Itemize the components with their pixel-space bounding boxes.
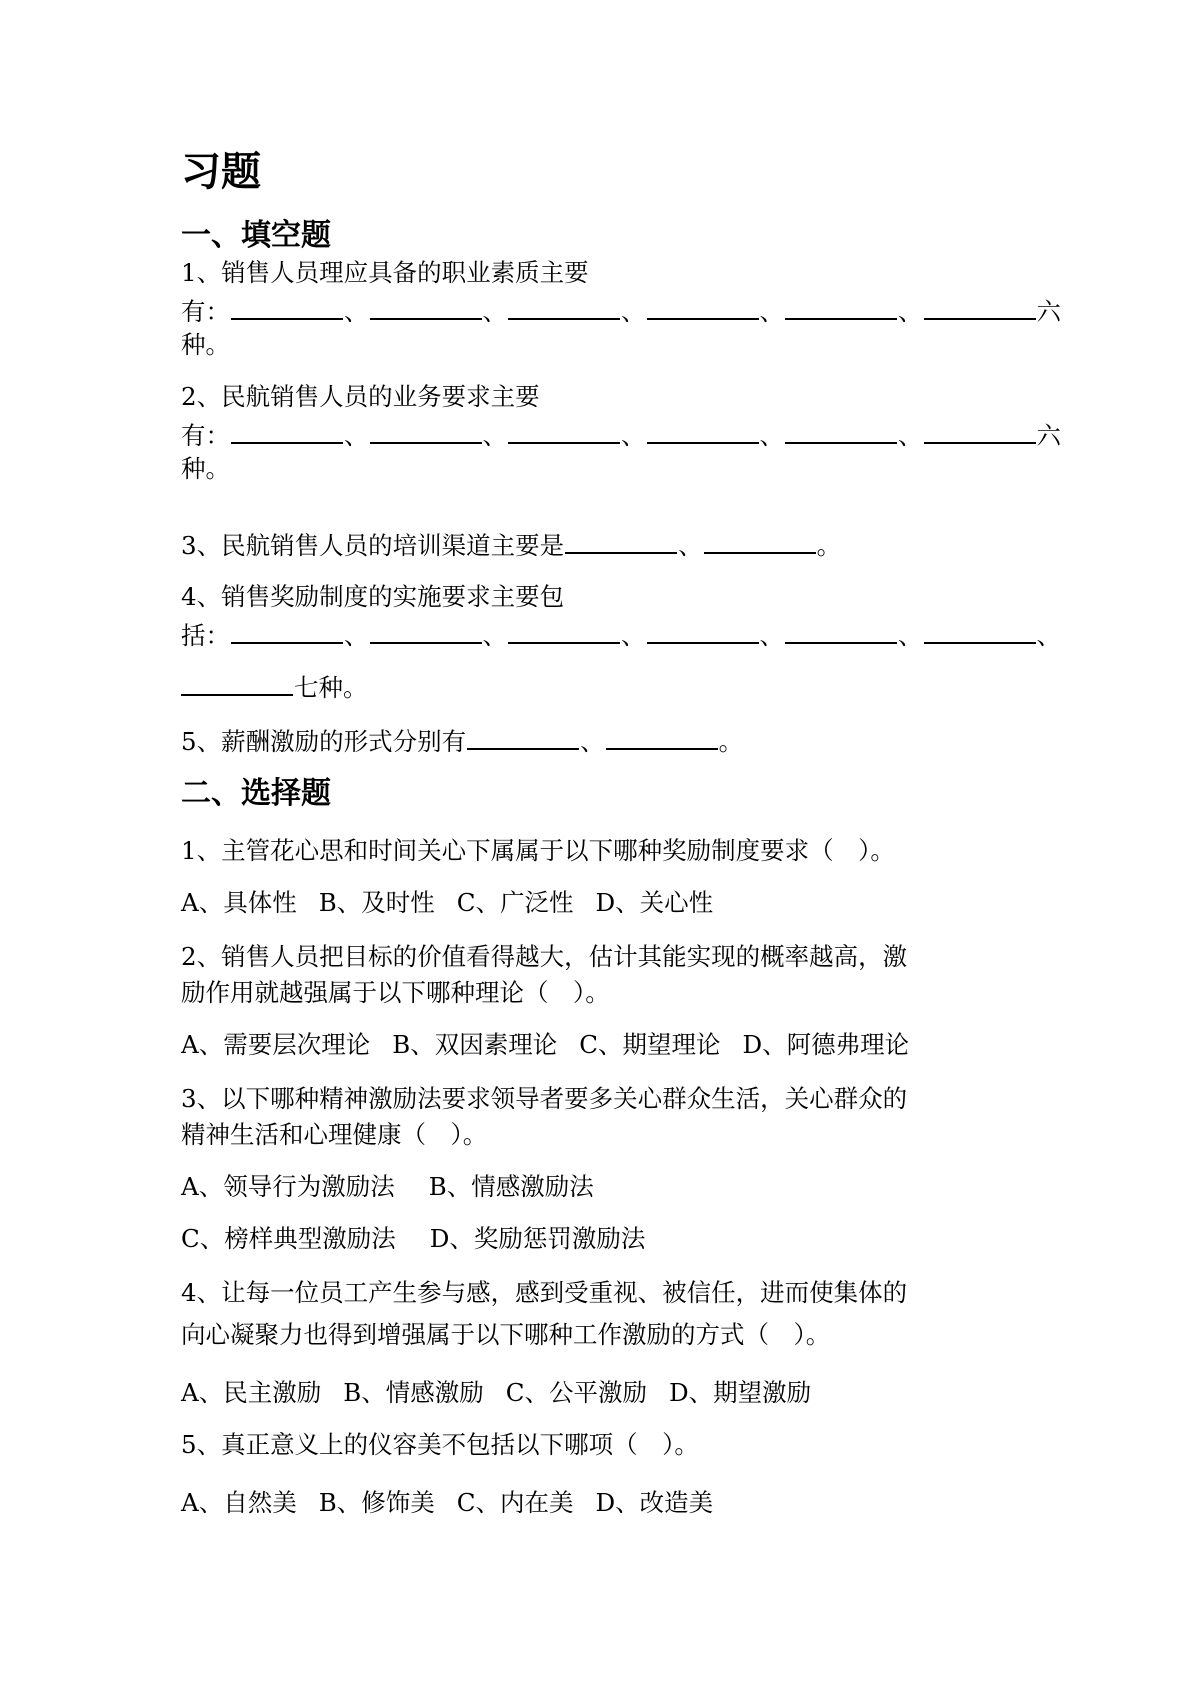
option-a[interactable]: A、民主激励 [181,1378,322,1407]
fill-q1-blank-5[interactable] [785,292,897,320]
mc-q1-options [181,886,713,920]
fill-q4-blank-4[interactable] [647,616,759,644]
option-b[interactable]: B、情感激励法 [428,1172,594,1201]
fill-q4-blank-2[interactable] [370,616,482,644]
fill-q4-blank-5[interactable] [785,616,897,644]
mc-q2-options [181,1028,909,1062]
option-a[interactable]: A、领导行为激励法 [181,1172,395,1201]
option-d[interactable]: D、奖励惩罚激励法 [429,1224,646,1253]
mc-q5-options [181,1486,713,1520]
fill-q2-line3: 种。 [181,454,230,483]
fill-q5-blank-1[interactable] [467,722,579,750]
mc-q5-text: 5、真正意义上的仪容美不包括以下哪项（ ）。 [181,1430,699,1459]
fill-q3-text: 3、民航销售人员的培训渠道主要是 [181,531,565,560]
fill-q2-blank-4[interactable] [647,416,759,444]
separator: 、 [482,297,507,326]
separator: 、 [898,421,923,450]
option-c[interactable]: C、榜样典型激励法 [181,1224,396,1253]
fill-q4-prefix: 括： [181,621,230,650]
separator: 、 [621,421,646,450]
fill-q5 [181,722,743,759]
option-a[interactable]: A、具体性 [181,888,297,917]
separator: 、 [482,421,507,450]
separator: 、 [344,621,369,650]
fill-q1-prefix: 有： [181,297,230,326]
fill-q5-text: 5、薪酬激励的形式分别有 [181,727,467,756]
option-b[interactable]: B、双因素理论 [392,1030,558,1059]
option-c[interactable]: C、公平激励 [505,1378,647,1407]
fill-q5-blank-2[interactable] [606,722,718,750]
fill-q2-line2 [181,416,1061,453]
fill-q3-blank-2[interactable] [704,526,816,554]
option-a[interactable]: A、自然美 [181,1488,297,1517]
separator: 、 [621,297,646,326]
separator: 、 [344,421,369,450]
fill-q2-prefix: 有： [181,421,230,450]
separator: 、 [898,297,923,326]
period: 。 [816,531,842,560]
option-c[interactable]: C、广泛性 [456,888,574,917]
separator: 、 [759,421,784,450]
mc-q4-line1: 4、让每一位员工产生参与感，感到受重视、被信任，进而使集体的 [181,1278,908,1307]
separator: 、 [759,621,784,650]
fill-q3-blank-1[interactable] [565,526,677,554]
mc-q2-line2: 励作用就越强属于以下哪种理论（ ）。 [181,978,610,1007]
fill-q1-blank-2[interactable] [370,292,482,320]
fill-q1-suffix: 六 [1036,297,1061,326]
separator: 、 [898,621,923,650]
option-b[interactable]: B、修饰美 [318,1488,435,1517]
mc-q3-options-row2 [181,1222,645,1256]
fill-q4-end: 七种。 [294,673,368,702]
period: 。 [718,727,744,756]
option-b[interactable]: B、情感激励 [343,1378,484,1407]
option-a[interactable]: A、需要层次理论 [181,1030,371,1059]
fill-q2-line1: 2、民航销售人员的业务要求主要 [181,382,540,411]
mc-q4-options [181,1376,811,1410]
option-b[interactable]: B、及时性 [318,888,435,917]
option-c[interactable]: C、内在美 [456,1488,574,1517]
fill-q1-blank-6[interactable] [924,292,1036,320]
fill-q2-blank-1[interactable] [231,416,343,444]
fill-q4-line3 [181,668,368,705]
separator: 、 [759,297,784,326]
fill-q4-line2 [181,616,1061,653]
fill-q2-blank-5[interactable] [785,416,897,444]
fill-q1-blank-1[interactable] [231,292,343,320]
mc-q3-options-row1 [181,1170,594,1204]
option-d[interactable]: D、阿德弗理论 [742,1030,910,1059]
fill-q1-line3: 种。 [181,330,230,359]
fill-q4-blank-3[interactable] [508,616,620,644]
fill-q2-blank-6[interactable] [924,416,1036,444]
separator: 、 [678,531,703,560]
section-heading-fill-in: 一、填空题 [181,218,331,253]
fill-q4-line1: 4、销售奖励制度的实施要求主要包 [181,582,565,611]
fill-q1-blank-4[interactable] [647,292,759,320]
fill-q1-line1: 1、销售人员理应具备的职业素质主要 [181,258,589,287]
option-c[interactable]: C、期望理论 [579,1030,721,1059]
fill-q2-blank-2[interactable] [370,416,482,444]
option-d[interactable]: D、期望激励 [668,1378,812,1407]
mc-q1-text: 1、主管花心思和时间关心下属属于以下哪种奖励制度要求（ ）。 [181,836,895,865]
page-title: 习题 [181,149,261,195]
mc-q4-line2: 向心凝聚力也得到增强属于以下哪种工作激励的方式（ ）。 [181,1320,831,1349]
fill-q2-blank-3[interactable] [508,416,620,444]
mc-q3-line2: 精神生活和心理健康（ ）。 [181,1120,488,1149]
mc-q2-line1: 2、销售人员把目标的价值看得越大，估计其能实现的概率越高，激 [181,942,908,971]
fill-q4-blank-7[interactable] [181,668,293,696]
separator: 、 [1036,621,1061,650]
fill-q4-blank-6[interactable] [924,616,1036,644]
separator: 、 [482,621,507,650]
fill-q3 [181,526,841,563]
separator: 、 [580,727,605,756]
option-d[interactable]: D、关心性 [595,888,714,917]
fill-q2-suffix: 六 [1036,421,1061,450]
section-heading-multiple-choice: 二、选择题 [181,776,331,811]
mc-q3-line1: 3、以下哪种精神激励法要求领导者要多关心群众生活，关心群众的 [181,1084,908,1113]
separator: 、 [344,297,369,326]
fill-q1-blank-3[interactable] [508,292,620,320]
separator: 、 [621,621,646,650]
option-d[interactable]: D、改造美 [595,1488,714,1517]
fill-q4-blank-1[interactable] [231,616,343,644]
fill-q1-line2 [181,292,1061,329]
